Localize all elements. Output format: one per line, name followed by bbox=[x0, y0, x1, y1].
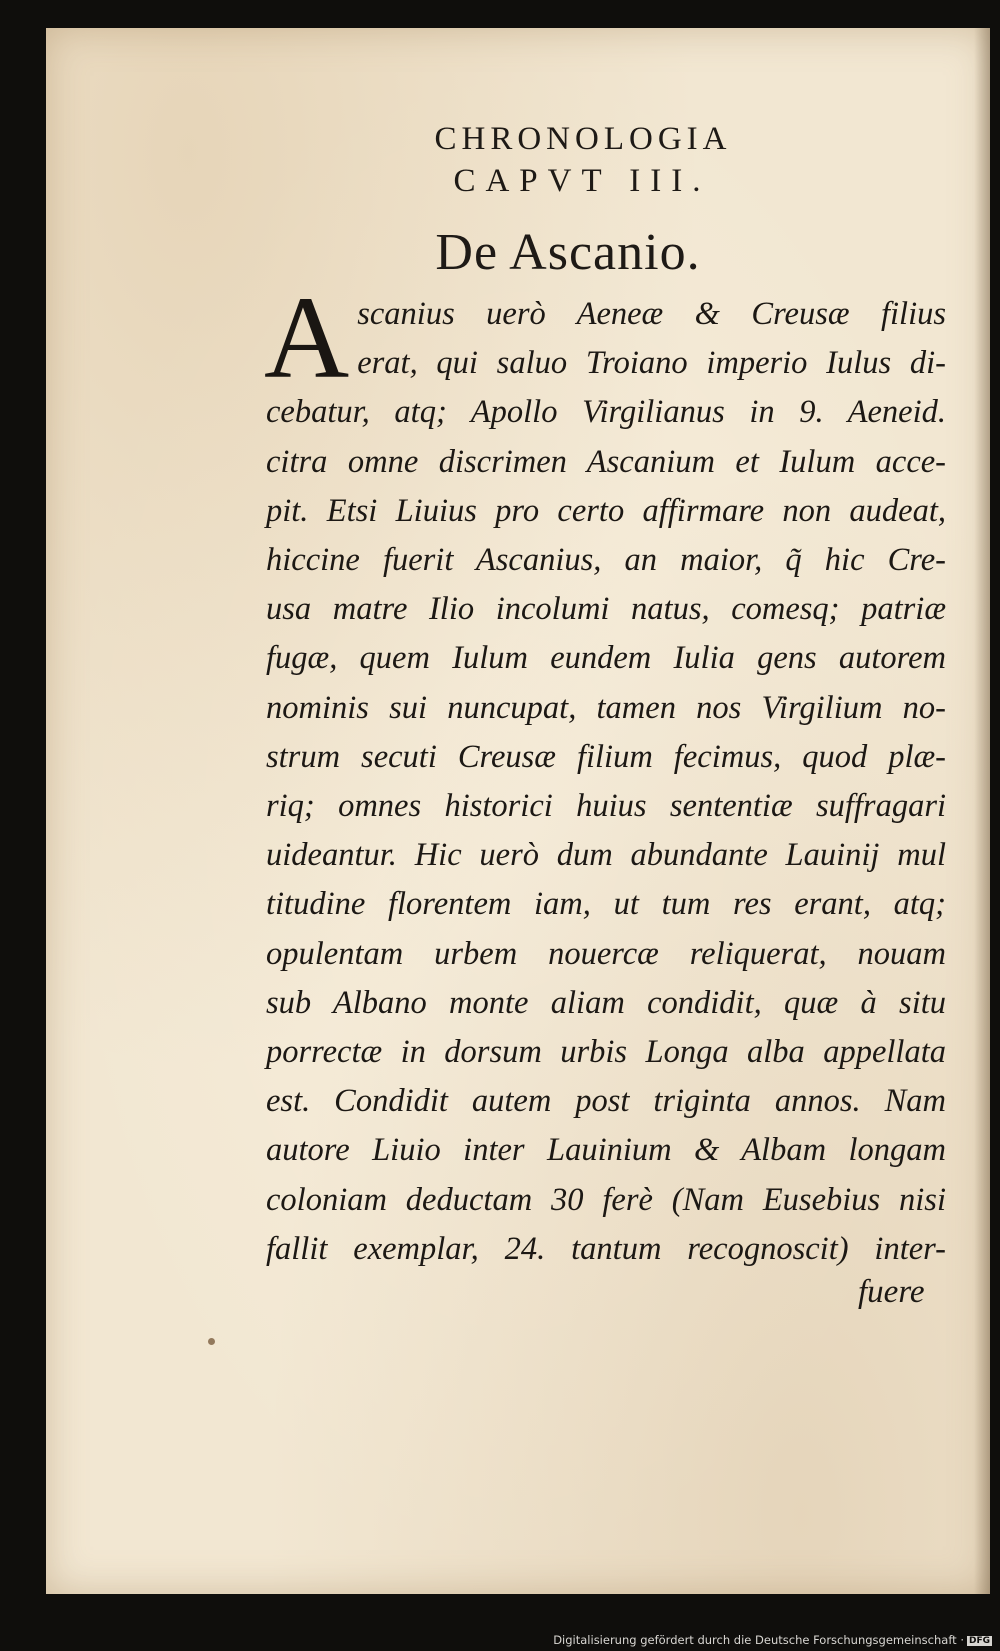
text-line: riq; omnes historici huius sententiæ suffragari bbox=[266, 788, 946, 825]
credit-text: Digitalisierung gefördert durch die Deutsche Forschungsgemeinschaft · bbox=[553, 1633, 964, 1647]
drop-cap-initial: A bbox=[264, 272, 350, 403]
running-title: CHRONOLOGIA bbox=[434, 121, 732, 157]
catchword: fuere bbox=[858, 1274, 925, 1310]
digitization-credit bbox=[553, 1633, 992, 1647]
text-line: fallit exemplar, 24. tantum recognoscit) inter- bbox=[266, 1230, 946, 1267]
section-title: De Ascanio. bbox=[435, 224, 701, 281]
text-line: est. Condidit autem post triginta annos. Nam bbox=[266, 1083, 946, 1120]
text-line: cebatur, atq; Apollo Virgilianus in 9. Aeneid. bbox=[266, 394, 946, 431]
text-line: pit. Etsi Liuius pro certo affirmare non audeat, bbox=[266, 492, 946, 529]
chapter-heading: CAPVT III. bbox=[453, 163, 711, 199]
dfg-logo: DFG bbox=[968, 1635, 990, 1646]
text-line: autore Liuio inter Lauinium & Albam longam bbox=[266, 1132, 946, 1169]
text-line: uideantur. Hic uerò dum abundante Lauinij mul bbox=[266, 837, 946, 874]
text-line: sub Albano monte aliam condidit, quæ à situ bbox=[266, 984, 946, 1021]
text-line: opulentam urbem nouercæ reliquerat, nouam bbox=[266, 935, 946, 972]
text-line: scanius uerò Aeneæ & Creusæ filius bbox=[357, 296, 946, 332]
text-line: titudine florentem iam, ut tum res erant, atq; bbox=[266, 886, 946, 923]
text-line: coloniam deductam 30 ferè (Nam Eusebius nisi bbox=[266, 1181, 946, 1218]
text-line: usa matre Ilio incolumi natus, comesq; patriæ bbox=[266, 591, 946, 628]
text-line: strum secuti Creusæ filium fecimus, quod plæ- bbox=[266, 738, 946, 775]
text-line: fugæ, quem Iulum eundem Iulia gens autorem bbox=[266, 640, 946, 677]
page-header bbox=[46, 118, 990, 288]
body-text bbox=[264, 272, 946, 1274]
text-line: nominis sui nuncupat, tamen nos Virgilium no- bbox=[266, 689, 946, 726]
text-line: citra omne discrimen Ascanium et Iulum acce- bbox=[266, 443, 946, 480]
text-line: hiccine fuerit Ascanius, an maior, q̃ hic Cre- bbox=[266, 542, 946, 579]
ink-spot bbox=[208, 1338, 215, 1345]
text-line: erat, qui saluo Troiano imperio Iulus di- bbox=[357, 345, 946, 382]
text-line: porrectæ in dorsum urbis Longa alba appellata bbox=[266, 1034, 946, 1071]
